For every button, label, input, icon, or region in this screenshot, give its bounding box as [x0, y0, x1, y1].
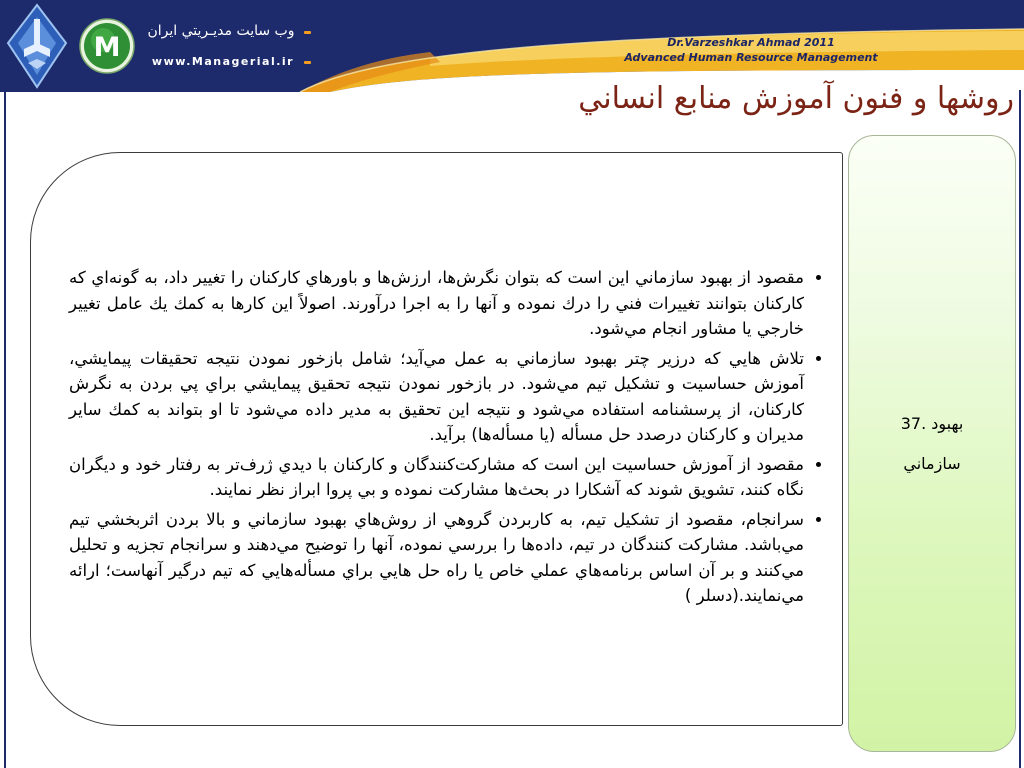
frame-left-line [4, 90, 6, 768]
site-url: www.Managerial.ir [151, 55, 295, 68]
managerial-m-logo [78, 17, 136, 75]
orange-dash-icon [304, 31, 311, 34]
bullet-item: • مقصود از بهبود سازماني اين است كه بتوان نگرش‌ها، ارزش‌ها و باورهاي كاركنان را تغيير داد، به گونه‌اي كه كاركنان بتوانند تغييرات فني را درك نموده و آنها را به اجرا درآورند. اصولاً اين كارها به كمك يك عامل تغيير خارجي يا مشاور انجام مي‌شود. [69, 265, 804, 342]
site-name: وب سايت مديـريتي ايران [147, 23, 295, 39]
author-line: Dr.Varzeshkar Ahmad 2011 [667, 36, 835, 49]
content-text-area [69, 171, 826, 707]
frame-right-line [1019, 90, 1021, 768]
content-box [30, 152, 843, 726]
bullet-item: • تلاش هايي كه درزير چتر بهبود سازماني به عمل مي‌آيد؛ شامل بازخور نمودن نتيجه تحقيقات پيمايشي، آموزش حساسيت و تشكيل تيم مي‌شود. در بازخور نمودن نتيجه تحقيق پيمايشي براي پي بردن به نگرش كاركنان، از پرسشنامه استفاده مي‌شود و نتيجه اين تحقيق به مدير داده مي‌شود تا او بتواند به كمك ساير مديران و كاركنان درصدد حل مسأله (يا مسأله‌ها) برآيد. [69, 346, 804, 448]
course-title: Advanced Human Resource Management [624, 51, 878, 64]
side-label-box [848, 135, 1016, 752]
side-label-line-2: سازماني [903, 453, 961, 473]
bullet-list [69, 265, 826, 613]
bullet-item: • سرانجام، مقصود از تشكيل تيم، به كاربردن گروهي از روش‌هاي بهبود سازماني و بالا بردن اثربخشي تيم مي‌باشد. مشاركت كنندگان در تيم، داده‌ها را بررسي نموده، آنها را توضيح مي‌دهند و سرانجام تجزيه و تحليل مي‌كنند و بر آن اساس برنامه‌هاي عملي خاص يا راه حل هايي براي مسأله‌هايي كه تيم درگير آنهاست؛ ارائه مي‌نمايند.(دسلر ) [69, 507, 804, 609]
orange-dash-icon [304, 61, 311, 64]
site-logo-letter: M [93, 32, 121, 63]
slide-title: روشها و فنون آموزش منابع انساني [578, 81, 1014, 116]
side-label-line-1: 37. بهبود [900, 413, 964, 433]
bullet-item: • مقصود از آموزش حساسيت اين است كه مشاركت‌كنندگان و كاركنان با ديدي ژرف‌تر به رفتار خود و ديگران نگاه كنند، تشويق شوند كه آشكارا در بحث‌ها مشاركت نموده و بي پروا ابراز نظر نمايند. [69, 452, 804, 503]
university-emblem-logo [6, 3, 68, 89]
